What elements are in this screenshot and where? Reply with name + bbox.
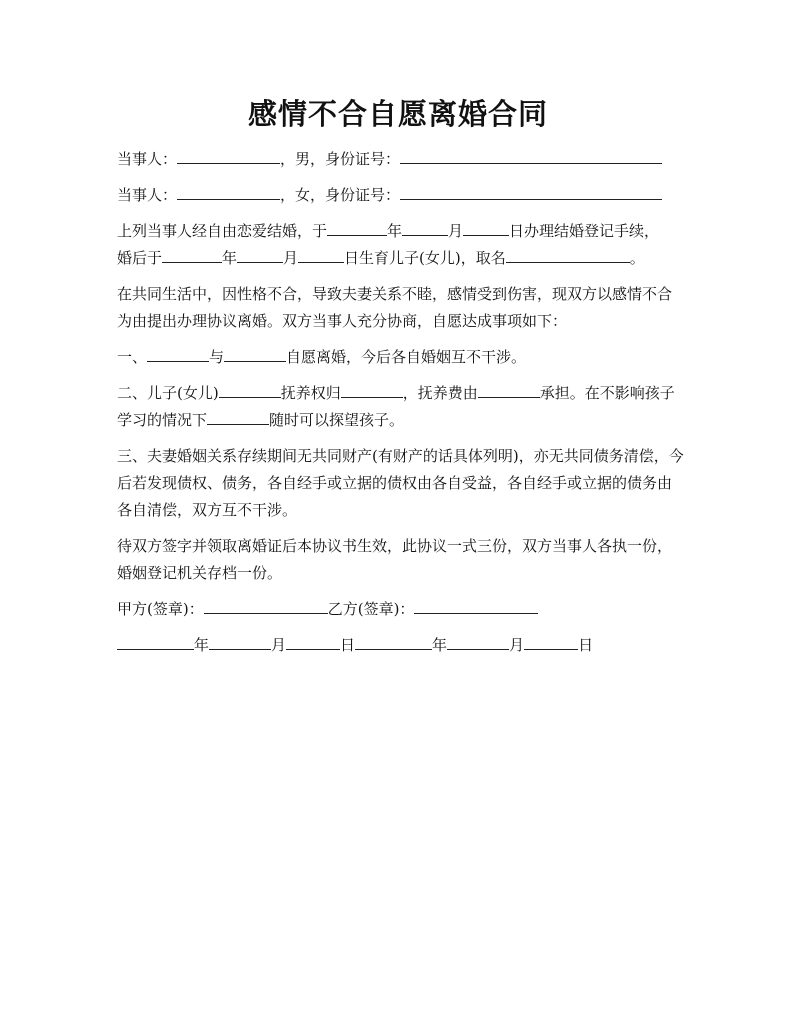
- party-2-line: [117, 182, 685, 209]
- item-2-text-1: 二、儿子(女儿): [117, 384, 219, 402]
- marriage-text-2: 日办理结婚登记手续，: [509, 222, 660, 240]
- item-3-paragraph: 三、夫妻婚姻关系存续期间无共同财产(有财产的话具体列明)，亦无共同债务清偿，今后若发现债权、债务，各自经手或立据的债权由各自受益，各自经手或立据的债务由各自清偿，双方互不干涉。: [117, 447, 684, 519]
- party-2-name-blank: [177, 184, 280, 200]
- item-2-text-3: ，抚养费由: [402, 384, 478, 402]
- document-body: [117, 146, 685, 668]
- document-title: 感情不合自愿离婚合同: [247, 97, 548, 131]
- party-2-label: 当事人：: [117, 186, 178, 204]
- effect-paragraph: 待双方签字并领取离婚证后本协议书生效，此协议一式三份，双方当事人各执一份，婚姻登记机关存档一份。: [117, 537, 673, 582]
- party-1-line: [117, 146, 685, 173]
- item-1-party-b-blank: [224, 346, 286, 362]
- date-line: [117, 632, 685, 659]
- party-1-label: 当事人：: [117, 150, 178, 168]
- custody-blank: [341, 382, 403, 398]
- marriage-text-1: 上列当事人经自由恋爱结婚，于: [117, 222, 328, 240]
- marriage-month-blank: [402, 220, 448, 236]
- party-b-day-label: 日: [578, 636, 594, 654]
- child-name-blank-2: [219, 382, 281, 398]
- item-1-and: 与: [209, 348, 225, 366]
- party-2-gender-id-label: ，女，身份证号：: [280, 186, 401, 204]
- marriage-year-blank: [327, 220, 387, 236]
- party-1-gender-id-label: ，男，身份证号：: [280, 150, 401, 168]
- item-1-text: 自愿离婚，今后各自婚姻互不干涉。: [286, 348, 527, 366]
- item-2-text-5: 随时可以探望孩子。: [269, 411, 405, 429]
- marriage-year-label: 年: [387, 222, 403, 240]
- birth-month-blank: [237, 247, 283, 263]
- party-b-signature-blank: [414, 598, 538, 614]
- party-b-signature-label: 乙方(签章)：: [327, 600, 415, 618]
- item-2-text-2: 抚养权归: [280, 384, 341, 402]
- marriage-paragraph: [117, 218, 685, 272]
- party-b-month-blank: [447, 634, 509, 650]
- item-1-party-a-blank: [147, 346, 209, 362]
- party-a-year-blank: [117, 634, 194, 650]
- item-1-paragraph: [117, 344, 685, 371]
- party-a-day-label: 日: [340, 636, 356, 654]
- birth-day-blank: [298, 247, 344, 263]
- support-payer-blank: [478, 382, 540, 398]
- marriage-period: 。: [629, 249, 645, 267]
- birth-month-label: 月: [283, 249, 299, 267]
- child-name-blank: [506, 247, 630, 263]
- item-1-number: 一、: [117, 348, 148, 366]
- marriage-month-label: 月: [448, 222, 464, 240]
- party-1-id-blank: [400, 148, 662, 164]
- party-2-id-blank: [400, 184, 662, 200]
- party-b-month-label: 月: [509, 636, 525, 654]
- party-a-signature-blank: [204, 598, 328, 614]
- party-a-month-blank: [209, 634, 271, 650]
- party-a-signature-label: 甲方(签章)：: [117, 600, 204, 618]
- item-2-paragraph: [117, 380, 685, 434]
- party-a-day-blank: [286, 634, 340, 650]
- marriage-text-3: 婚后于: [117, 249, 163, 267]
- party-b-year-blank: [355, 634, 432, 650]
- visitor-blank: [207, 409, 269, 425]
- party-b-year-label: 年: [432, 636, 448, 654]
- marriage-text-4: 日生育儿子(女儿)，取名: [344, 249, 506, 267]
- signature-line: [117, 596, 685, 623]
- party-a-year-label: 年: [194, 636, 210, 654]
- item-2-text-4: 承担。在不影响孩子学习的情况下: [117, 384, 675, 429]
- birth-year-blank: [162, 247, 222, 263]
- reason-paragraph: 在共同生活中，因性格不合，导致夫妻关系不睦，感情受到伤害，现双方以感情不合为由提出办理协议离婚。双方当事人充分协商，自愿达成事项如下：: [117, 285, 673, 330]
- marriage-day-blank: [463, 220, 509, 236]
- party-a-month-label: 月: [271, 636, 287, 654]
- party-1-name-blank: [177, 148, 280, 164]
- party-b-day-blank: [524, 634, 578, 650]
- birth-year-label: 年: [222, 249, 238, 267]
